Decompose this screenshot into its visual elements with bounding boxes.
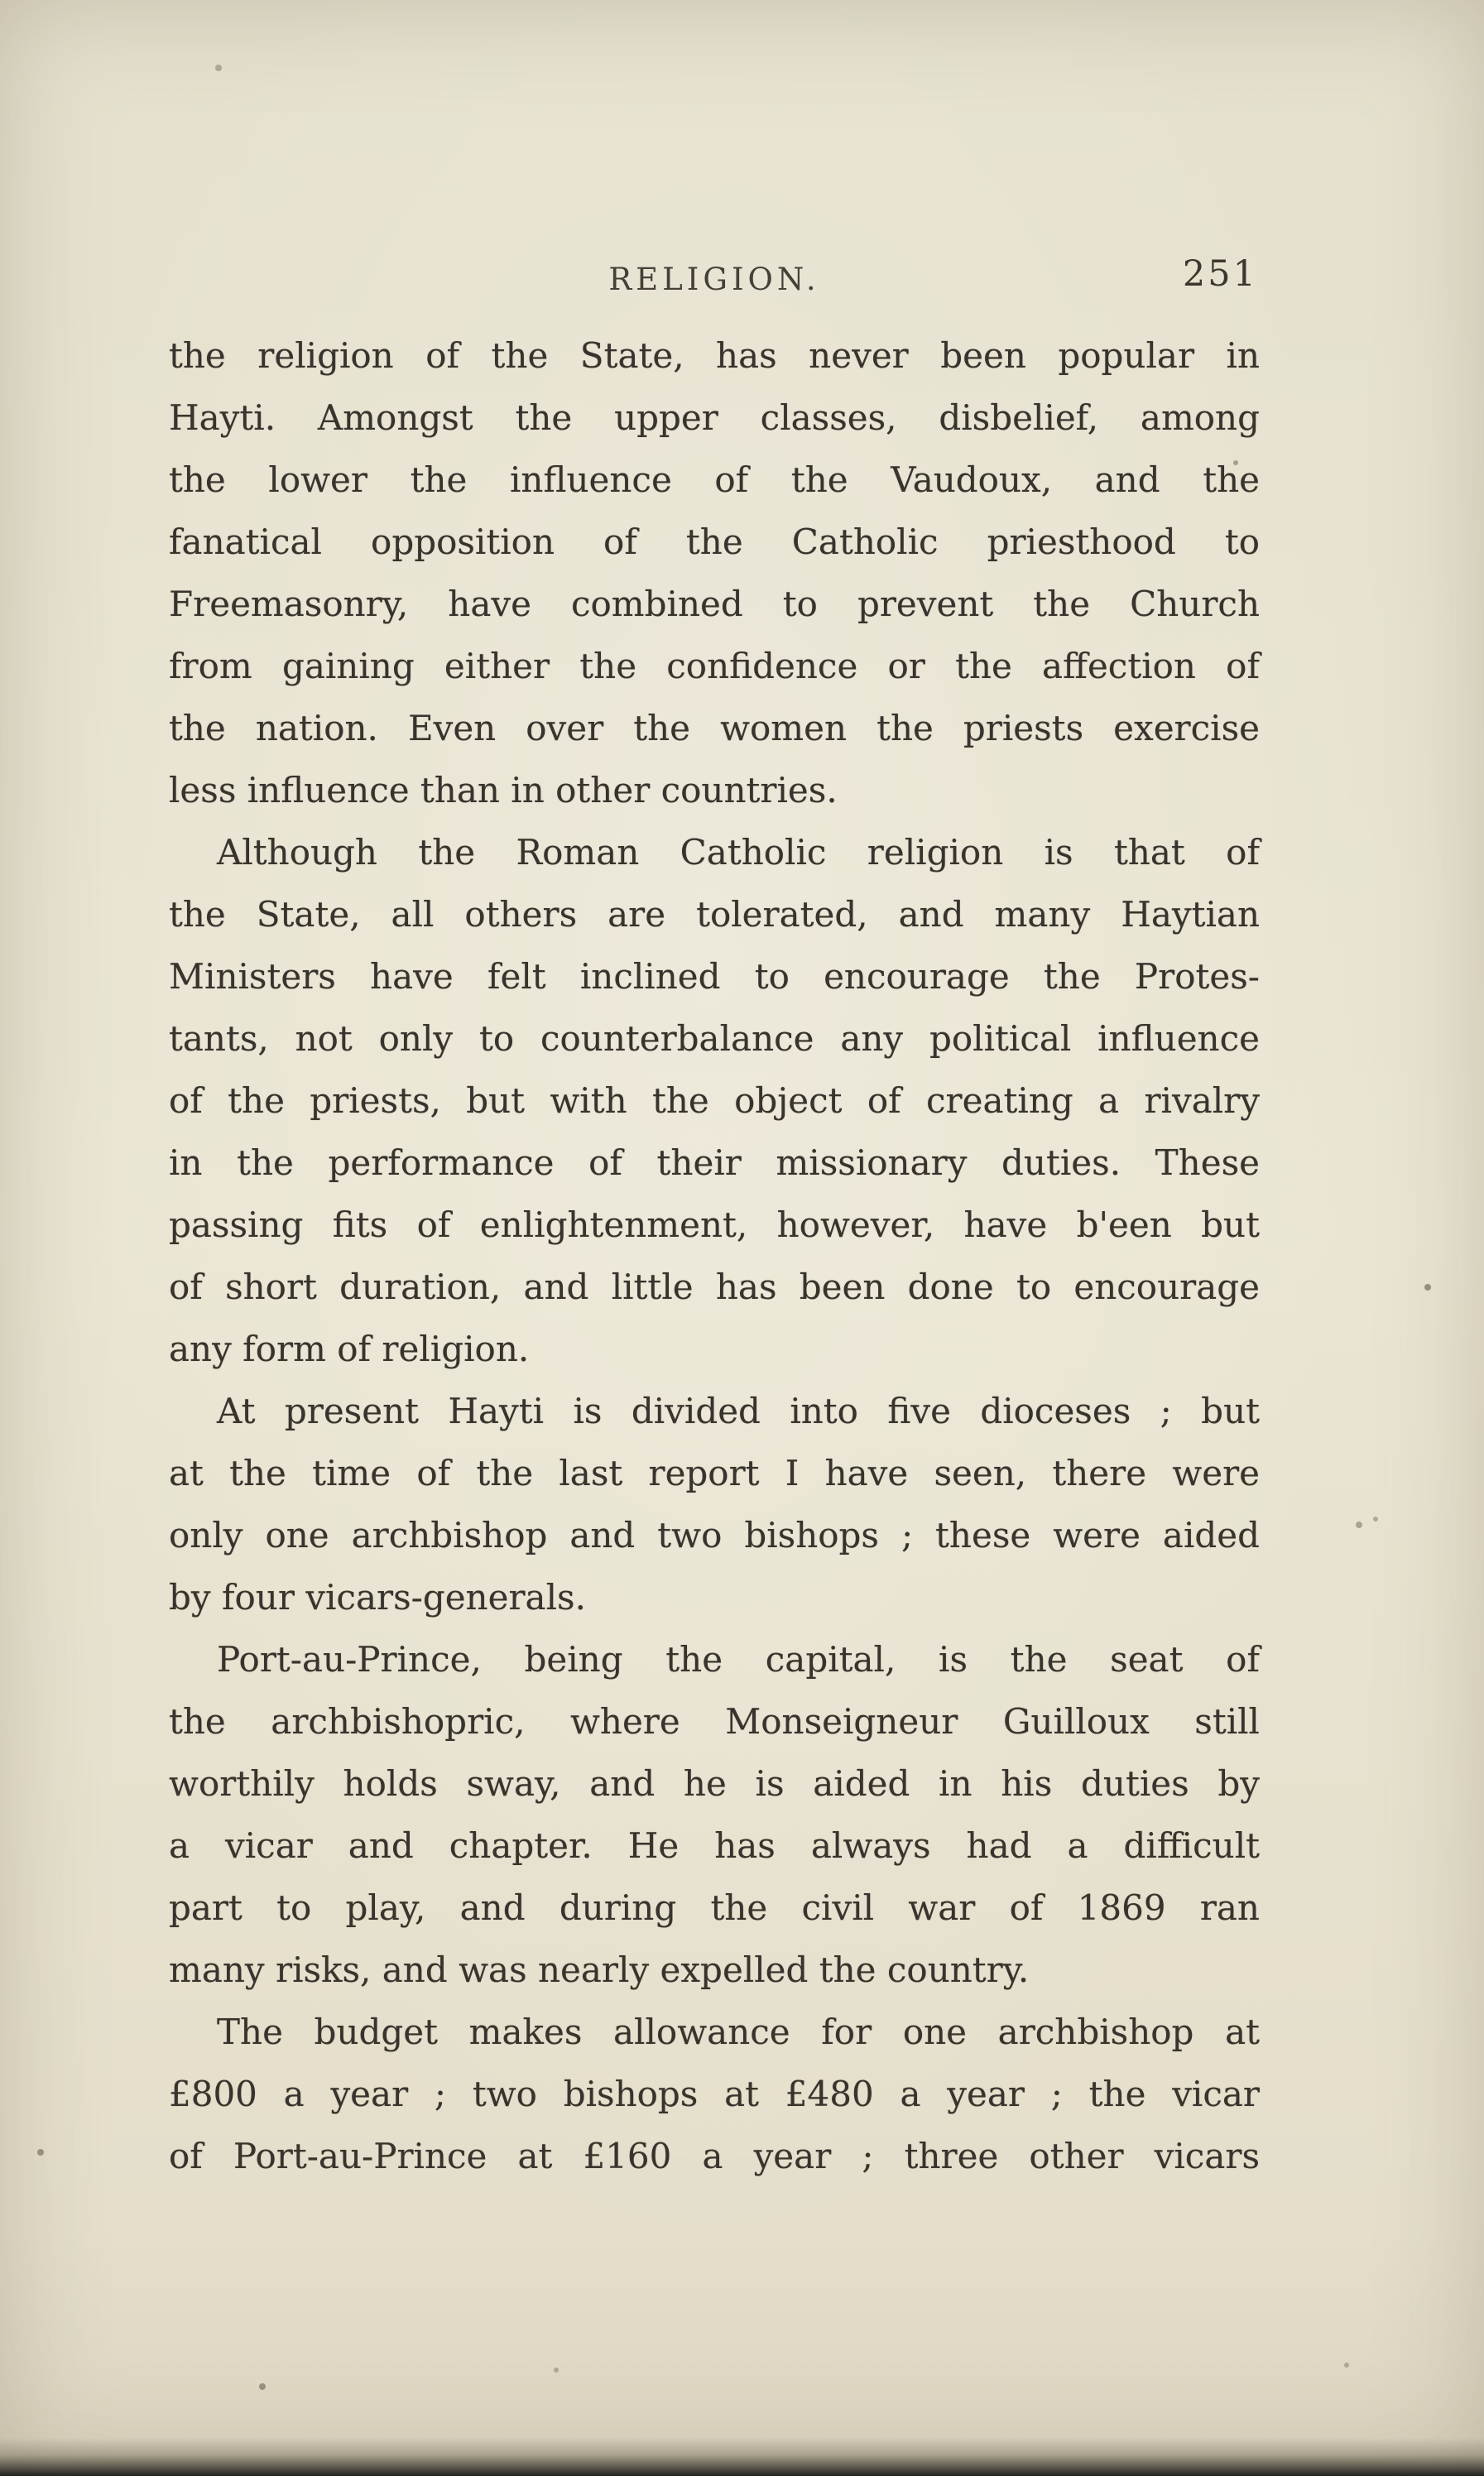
text-line: the State, all others are tolerated, and many Haytian — [169, 894, 1260, 935]
text-line: less influence than in other countries. — [169, 770, 838, 810]
paragraph — [169, 1628, 1260, 2001]
text-line: of the priests, but with the object of creating a rivalry — [169, 1080, 1260, 1121]
text-line: tants, not only to counterbalance any political influence — [169, 1018, 1260, 1059]
text-line: the nation. Even over the women the priests exercise — [169, 708, 1260, 748]
text-line: The budget makes allowance for one archbishop at — [217, 2012, 1260, 2052]
text-line: from gaining either the confidence or the affection of — [169, 646, 1260, 686]
running-header — [169, 253, 1260, 311]
text-line: of Port-au-Prince at £160 a year ; three other vicars — [169, 2136, 1260, 2176]
text-line: of short duration, and little has been done to encourage — [169, 1267, 1260, 1307]
text-line: Ministers have felt inclined to encourage the Protes- — [169, 956, 1260, 997]
text-line: Port-au-Prince, being the capital, is the seat of — [217, 1639, 1260, 1680]
paragraph — [169, 821, 1260, 1380]
text-line: by four vicars-generals. — [169, 1577, 586, 1618]
text-block — [169, 325, 1260, 2187]
text-line: fanatical opposition of the Catholic priesthood to — [169, 522, 1260, 562]
paper-specks — [0, 0, 3, 3]
text-line: the lower the influence of the Vaudoux, and the — [169, 459, 1260, 500]
text-line: part to play, and during the civil war of 1869 ran — [169, 1887, 1260, 1928]
page-number: 251 — [1182, 253, 1258, 295]
paragraph — [169, 2001, 1260, 2187]
text-line: the archbishopric, where Monseigneur Guilloux still — [169, 1701, 1260, 1742]
text-line: a vicar and chapter. He has always had a difficult — [169, 1825, 1260, 1866]
text-line: Although the Roman Catholic religion is that of — [217, 832, 1260, 873]
text-line: in the performance of their missionary duties. These — [169, 1142, 1260, 1183]
text-line: the religion of the State, has never been popular in — [169, 335, 1260, 376]
page-bottom-edge — [0, 2438, 1484, 2476]
text-line: Freemasonry, have combined to prevent the Church — [169, 584, 1260, 624]
text-line: only one archbishop and two bishops ; these were aided — [169, 1515, 1260, 1555]
text-line: worthily holds sway, and he is aided in his duties by — [169, 1763, 1260, 1804]
text-line: Hayti. Amongst the upper classes, disbelief, among — [169, 397, 1260, 438]
text-line: at the time of the last report I have seen, there were — [169, 1453, 1260, 1493]
text-line: many risks, and was nearly expelled the country. — [169, 1950, 1030, 1990]
text-line: passing fits of enlightenment, however, have b'een but — [169, 1204, 1260, 1245]
chapter-header: RELIGION. — [608, 262, 820, 297]
text-line: £800 a year ; two bishops at £480 a year ; the vicar — [169, 2074, 1260, 2114]
text-line: any form of religion. — [169, 1329, 530, 1369]
text-line: At present Hayti is divided into five dioceses ; but — [217, 1391, 1260, 1431]
paragraph — [169, 1380, 1260, 1628]
paragraph — [169, 325, 1260, 821]
